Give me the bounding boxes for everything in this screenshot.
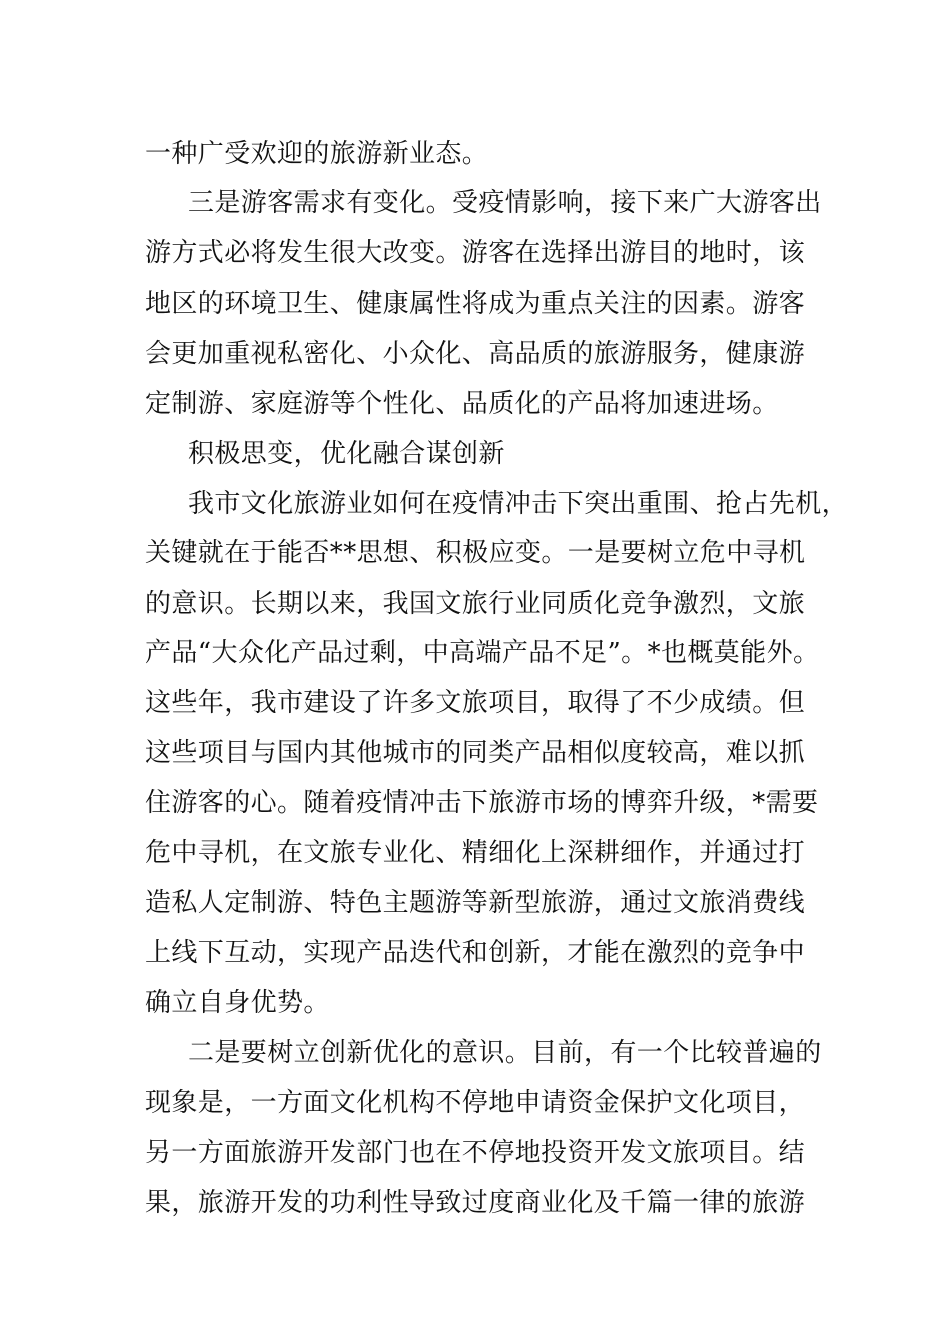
text-line: 定制游、家庭游等个性化、品质化的产品将加速进场。 — [145, 389, 779, 419]
text-line: 一种广受欢迎的旅游新业态。 — [145, 139, 489, 169]
text-line: 关键就在于能否**思想、积极应变。一是要树立危中寻机 — [145, 538, 806, 568]
section-heading: 积极思变，优化融合谋创新 — [188, 439, 505, 469]
text-line: 这些项目与国内其他城市的同类产品相似度较高，难以抓 — [145, 738, 806, 768]
text-line: 现象是，一方面文化机构不停地申请资金保护文化项目， — [145, 1088, 806, 1118]
text-line: 果，旅游开发的功利性导致过度商业化及千篇一律的旅游 — [145, 1188, 806, 1218]
text-line: 造私人定制游、特色主题游等新型旅游，通过文旅消费线 — [145, 888, 806, 918]
text-line: 会更加重视私密化、小众化、高品质的旅游服务，健康游 — [145, 339, 806, 369]
text-line: 住游客的心。随着疫情冲击下旅游市场的博弈升级，*需要 — [145, 788, 819, 818]
paragraph-line: 二是要树立创新优化的意识。目前，有一个比较普遍的 — [188, 1038, 822, 1068]
text-line: 上线下互动，实现产品迭代和创新，才能在激烈的竞争中 — [145, 938, 806, 968]
paragraph-line: 三是游客需求有变化。受疫情影响，接下来广大游客出 — [188, 188, 822, 218]
text-line: 地区的环境卫生、健康属性将成为重点关注的因素。游客 — [145, 289, 806, 319]
text-line: 危中寻机，在文旅专业化、精细化上深耕细作，并通过打 — [145, 838, 806, 868]
paragraph-line: 我市文化旅游业如何在疫情冲击下突出重围、抢占先机， — [188, 489, 849, 519]
text-line: 游方式必将发生很大改变。游客在选择出游目的地时，该 — [145, 238, 806, 268]
text-line: 的意识。长期以来，我国文旅行业同质化竞争激烈，文旅 — [145, 589, 806, 619]
text-line: 产品“大众化产品过剩，中高端产品不足”。*也概莫能外。 — [145, 638, 820, 668]
text-line: 这些年，我市建设了许多文旅项目，取得了不少成绩。但 — [145, 688, 806, 718]
text-line: 另一方面旅游开发部门也在不停地投资开发文旅项目。结 — [145, 1138, 806, 1168]
text-line: 确立自身优势。 — [145, 988, 330, 1018]
